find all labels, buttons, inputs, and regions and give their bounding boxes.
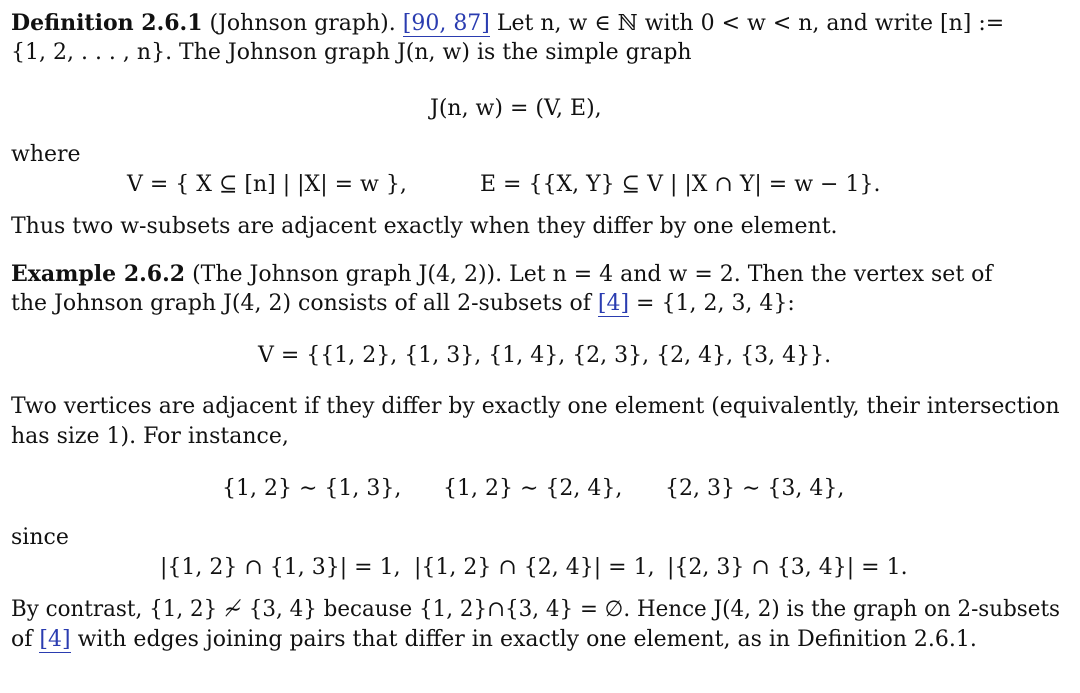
definition-title: (Johnson graph). bbox=[209, 11, 396, 36]
example-line-1 bbox=[11, 259, 993, 290]
citation-link-4-final[interactable]: [4] bbox=[39, 627, 71, 652]
adjacency-example-1: {1, 2} ∼ {1, 3}, bbox=[222, 476, 402, 501]
example-text-2-pre: the Johnson graph J(4, 2) consists of all 2-subsets of bbox=[11, 291, 591, 316]
definition-heading: Definition 2.6.1 bbox=[11, 10, 203, 36]
display-equation-johnson: J(n, w) = (V, E), bbox=[430, 96, 602, 121]
where-label: where bbox=[11, 142, 81, 167]
citation-link-90-87[interactable]: [90, 87] bbox=[402, 11, 490, 36]
intersection-example-1: |{1, 2} ∩ {1, 3}| = 1, bbox=[160, 555, 401, 580]
vertex-set-definition: V = { X ⊆ [n] | |X| = w }, bbox=[127, 172, 407, 197]
definition-text-1: Let n, w ∈ ℕ with 0 < w < n, and write [n] := bbox=[496, 11, 1005, 36]
adjacency-paragraph-line-1: Two vertices are adjacent if they differ by exactly one element (equivalently, their intersection bbox=[11, 394, 1060, 419]
contrast-line: By contrast, {1, 2} ≁ {3, 4} because {1, 2}∩{3, 4} = ∅. Hence J(4, 2) is the graph on 2-subsets bbox=[11, 597, 1061, 622]
example-text-2-post: = {1, 2, 3, 4}: bbox=[636, 291, 795, 316]
since-label: since bbox=[11, 525, 69, 550]
example-title: (The Johnson graph J(4, 2)). bbox=[192, 262, 503, 287]
intersection-example-2: |{1, 2} ∩ {2, 4}| = 1, bbox=[414, 555, 655, 580]
final-text-post: with edges joining pairs that differ in exactly one element, as in Definition 2.6.1. bbox=[77, 627, 977, 652]
definition-line-2: {1, 2, . . . , n}. The Johnson graph J(n, w) is the simple graph bbox=[11, 40, 692, 65]
citation-link-4[interactable]: [4] bbox=[597, 291, 630, 316]
intersection-example-3: |{2, 3} ∩ {3, 4}| = 1. bbox=[667, 555, 908, 580]
adjacency-paragraph-line-2: has size 1). For instance, bbox=[11, 424, 289, 449]
thus-sentence: Thus two w-subsets are adjacent exactly when they differ by one element. bbox=[11, 214, 838, 239]
example-text-1: Let n = 4 and w = 2. Then the vertex set of bbox=[509, 262, 993, 287]
adjacency-example-3: {2, 3} ∼ {3, 4}, bbox=[665, 476, 845, 501]
example-line-2 bbox=[11, 289, 795, 319]
vertex-set-j42: V = {{1, 2}, {1, 3}, {1, 4}, {2, 3}, {2, 4}, {3, 4}}. bbox=[258, 343, 832, 368]
edge-set-definition: E = {{X, Y} ⊆ V | |X ∩ Y| = w − 1}. bbox=[480, 172, 881, 197]
final-text-pre: of bbox=[11, 627, 33, 652]
adjacency-example-2: {1, 2} ∼ {2, 4}, bbox=[443, 476, 623, 501]
example-heading: Example 2.6.2 bbox=[11, 261, 186, 287]
final-line bbox=[11, 625, 977, 655]
definition-line-1 bbox=[11, 8, 1004, 39]
